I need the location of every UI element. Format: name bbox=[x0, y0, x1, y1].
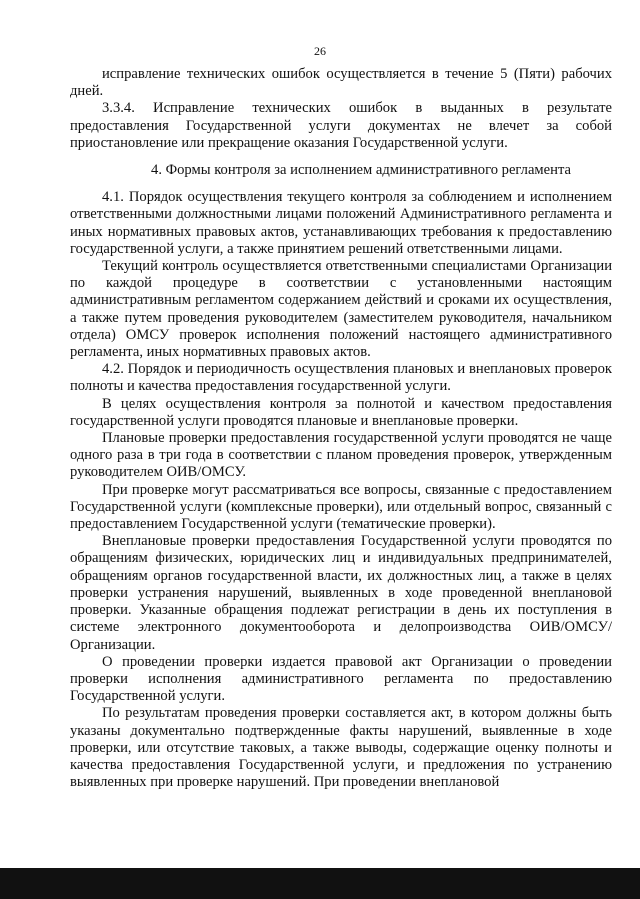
paragraph-planned-checks: Плановые проверки предоставления государственной услуги проводятся не чаще одного раза в три года в соответствии с планом проведения проверок, утвержденным руководителем ОИВ/ОМСУ. bbox=[70, 430, 612, 481]
section-heading-4: 4. Формы контроля за исполнением административного регламента bbox=[151, 162, 571, 179]
scan-bottom-edge bbox=[0, 868, 640, 899]
paragraph-4-1: 4.1. Порядок осуществления текущего контроля за соблюдением и исполнением ответственными должностными лицами положений Административного регламента и иных нормативных правовых актов, устанавливающих требования к предоставлению государственной услуги, а также принятием решений ответственными лицами. bbox=[70, 189, 612, 257]
paragraph-4-2: 4.2. Порядок и периодичность осуществления плановых и внеплановых проверок полноты и качества предоставления государственной услуги. bbox=[70, 361, 612, 395]
paragraph-current-control: Текущий контроль осуществляется ответственными специалистами Организации по каждой процедуре в соответствии с установленными настоящим административным регламентом содержанием действий и сроками их осуществления, а также путем проведения руководителем (заместителем руководителя, начальником отдела) ОМСУ проверок исполнения положений настоящего административного регламента, иных нормативных правовых актов. bbox=[70, 258, 612, 361]
paragraph-control-purpose: В целях осуществления контроля за полнотой и качеством предоставления государственной услуги проводятся плановые и внеплановые проверки. bbox=[70, 395, 612, 429]
paragraph-legal-act: О проведении проверки издается правовой акт Организации о проведении проверки исполнения административного регламента по предоставлению Государственной услуги. bbox=[70, 653, 612, 705]
document-body bbox=[70, 66, 612, 791]
paragraph-check-scope: При проверке могут рассматриваться все вопросы, связанные с предоставлением Государственной услуги (комплексные проверки), или отдельный вопрос, связанный с предоставлением Государственной услуги (тематические проверки). bbox=[70, 481, 612, 533]
paragraph-check-results: По результатам проведения проверки составляется акт, в котором должны быть указаны документально подтвержденные факты нарушений, выявленные в ходе проверки, или отсутствие таковых, а также выводы, содержащие оценку полноты и качества предоставления Государственной услуги, и предложения по устранению выявленных при проверке нарушений. При проведении внеплановой bbox=[70, 705, 612, 791]
paragraph-3-3-4: 3.3.4. Исправление технических ошибок в выданных в результате предоставления Государственной услуги документах не влечет за собой приостановление или прекращение оказания Государственной услуги. bbox=[70, 100, 612, 151]
page-number: 26 bbox=[314, 44, 326, 58]
paragraph-unplanned-checks: Внеплановые проверки предоставления Государственной услуги проводятся по обращениям физических, юридических лиц и индивидуальных предпринимателей, обращениям органов государственной власти, их должностных лиц, а также в целях проверки устранения нарушений, выявленных в ходе проведенной внеплановой проверки. Указанные обращения подлежат регистрации в день их поступления в системе электронного документооборота и делопроизводства ОИВ/ОМСУ/Организации. bbox=[70, 533, 612, 653]
paragraph-deadline: исправление технических ошибок осуществляется в течение 5 (Пяти) рабочих дней. bbox=[70, 66, 612, 100]
